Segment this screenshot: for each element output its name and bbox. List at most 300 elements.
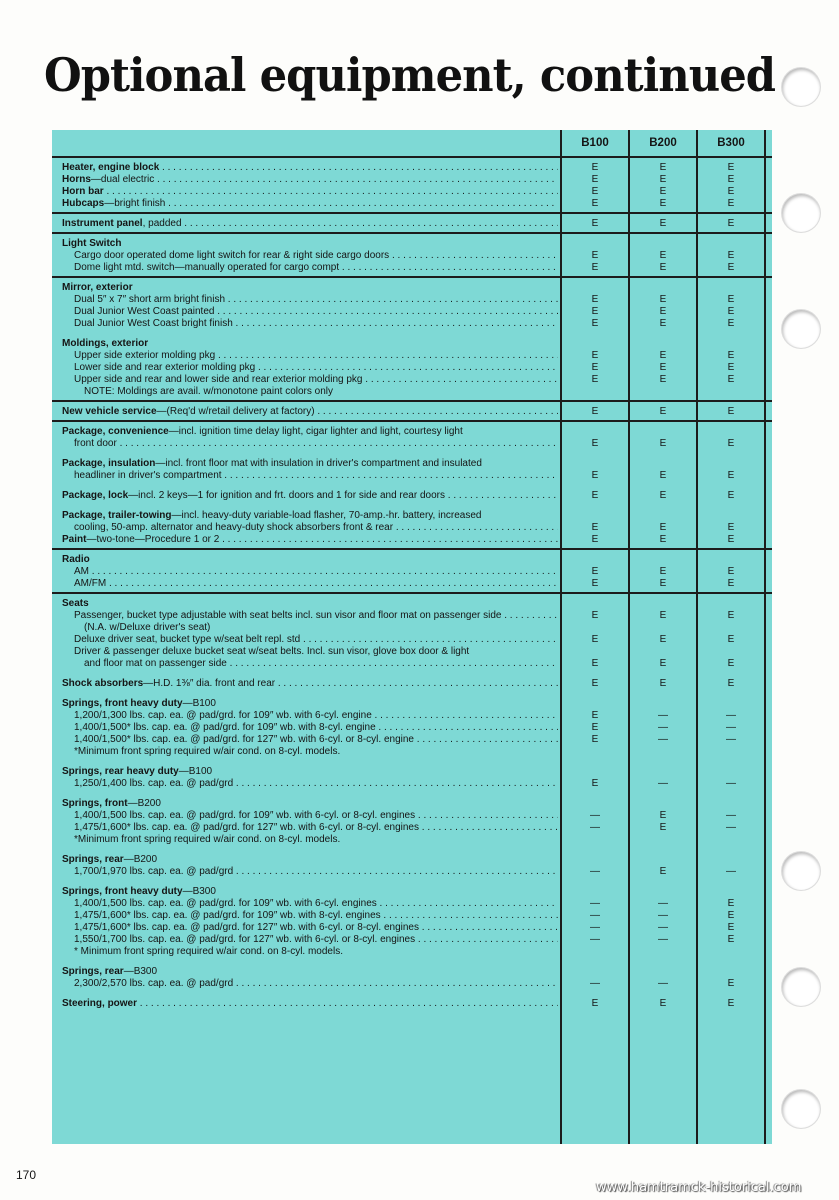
group-divider xyxy=(52,400,772,402)
row-heading: Mirror, exterior xyxy=(62,282,133,293)
availability-cell-b100: — xyxy=(590,922,600,933)
availability-cell-b100: E xyxy=(591,566,599,577)
row-heading: Paint xyxy=(62,534,87,545)
availability-cell-b200: E xyxy=(659,634,667,645)
row-description xyxy=(74,722,558,734)
row-description xyxy=(62,218,558,230)
availability-cell-b200: E xyxy=(659,822,667,833)
row-text: —(Req'd w/retail delivery at factory) xyxy=(156,406,315,417)
availability-cell-b100: — xyxy=(590,810,600,821)
table-row xyxy=(52,338,772,350)
row-description xyxy=(62,698,558,710)
row-description xyxy=(74,778,558,790)
row-description xyxy=(74,898,558,910)
row-heading: Moldings, exterior xyxy=(62,338,149,349)
row-text: 1,475/1,600* lbs. cap. ea. @ pad/grd. for 127″ wb. with 6-cyl. or 8-cyl. engines xyxy=(74,922,419,933)
row-heading: Springs, front heavy duty xyxy=(62,886,183,897)
row-text: —two-tone—Procedure 1 or 2 xyxy=(86,534,220,545)
table-row xyxy=(52,522,772,534)
availability-cell-b100: E xyxy=(591,306,599,317)
table-row xyxy=(52,470,772,482)
availability-cell-b300: — xyxy=(726,734,736,745)
row-text: *Minimum front spring required w/air cond. on 8-cyl. models. xyxy=(74,834,341,845)
row-heading: Radio xyxy=(62,554,90,565)
row-text: —incl. 2 keys—1 for ignition and frt. doors and 1 for side and rear doors xyxy=(128,490,445,501)
row-description xyxy=(74,610,558,622)
table-row xyxy=(52,554,772,566)
table-row xyxy=(52,922,772,934)
binder-hole xyxy=(782,1090,820,1128)
table-row xyxy=(52,634,772,646)
availability-cell-b100: E xyxy=(591,778,599,789)
row-heading: Springs, front xyxy=(62,798,128,809)
availability-cell-b200: E xyxy=(659,294,667,305)
availability-cell-b300: E xyxy=(727,898,735,909)
availability-cell-b300: E xyxy=(727,250,735,261)
table-row xyxy=(52,834,772,846)
row-description xyxy=(74,362,558,374)
row-heading: Heater, engine block xyxy=(62,162,160,173)
table-row xyxy=(52,262,772,274)
availability-cell-b300: — xyxy=(726,866,736,877)
row-heading: Package, trailer-towing xyxy=(62,510,172,521)
availability-cell-b200: E xyxy=(659,658,667,669)
availability-cell-b100: E xyxy=(591,634,599,645)
table-row xyxy=(52,810,772,822)
row-description xyxy=(62,238,558,250)
row-description xyxy=(74,350,558,362)
availability-cell-b300: E xyxy=(727,262,735,273)
availability-cell-b300: E xyxy=(727,998,735,1009)
row-description xyxy=(74,910,558,922)
table-row xyxy=(52,238,772,250)
row-text: Passenger, bucket type adjustable with seat belts incl. sun visor and floor mat on passenger side xyxy=(74,610,502,621)
row-text: —B300 xyxy=(123,966,158,977)
availability-cell-b200: E xyxy=(659,186,667,197)
row-text: —B200 xyxy=(123,854,158,865)
watermark-text: www.hamtramck-historical.com xyxy=(596,1180,802,1195)
table-row xyxy=(52,566,772,578)
row-text: 1,400/1,500* lbs. cap. ea. @ pad/grd. for 109″ wb. with 8-cyl. engine xyxy=(74,722,376,733)
availability-cell-b100: E xyxy=(591,374,599,385)
row-description xyxy=(62,490,558,502)
row-description xyxy=(74,710,558,722)
availability-cell-b300: E xyxy=(727,350,735,361)
availability-cell-b100: E xyxy=(591,186,599,197)
row-description xyxy=(74,374,558,386)
table-row xyxy=(52,598,772,610)
table-row xyxy=(52,966,772,978)
availability-cell-b200: — xyxy=(658,778,668,789)
group-divider xyxy=(52,592,772,594)
availability-cell-b300: E xyxy=(727,978,735,989)
availability-cell-b200: E xyxy=(659,250,667,261)
availability-cell-b300: E xyxy=(727,522,735,533)
availability-cell-b200: — xyxy=(658,722,668,733)
availability-cell-b200: — xyxy=(658,934,668,945)
availability-cell-b300: E xyxy=(727,922,735,933)
row-heading: Springs, rear heavy duty xyxy=(62,766,179,777)
availability-cell-b300: E xyxy=(727,198,735,209)
table-row xyxy=(52,374,772,386)
row-description xyxy=(62,426,558,438)
row-text: Upper side exterior molding pkg xyxy=(74,350,216,361)
column-header-b200: B200 xyxy=(649,137,677,149)
availability-cell-b100: E xyxy=(591,262,599,273)
row-heading: Steering, power xyxy=(62,998,138,1009)
binder-hole xyxy=(782,194,820,232)
row-heading: New vehicle service xyxy=(62,406,157,417)
table-row xyxy=(52,998,772,1010)
availability-cell-b200: E xyxy=(659,810,667,821)
table-row xyxy=(52,186,772,198)
row-description xyxy=(62,186,558,198)
row-description xyxy=(74,262,558,274)
availability-cell-b200: E xyxy=(659,998,667,1009)
row-heading: Seats xyxy=(62,598,89,609)
table-row xyxy=(52,250,772,262)
table-row xyxy=(52,778,772,790)
availability-cell-b200: E xyxy=(659,534,667,545)
availability-cell-b300: E xyxy=(727,934,735,945)
row-description xyxy=(74,522,558,534)
table-row xyxy=(52,854,772,866)
binder-hole xyxy=(782,852,820,890)
row-text: Cargo door operated dome light switch for rear & right side cargo doors xyxy=(74,250,390,261)
availability-cell-b300: E xyxy=(727,534,735,545)
availability-cell-b100: E xyxy=(591,318,599,329)
row-description xyxy=(62,598,558,610)
availability-cell-b200: E xyxy=(659,374,667,385)
table-row xyxy=(52,362,772,374)
row-text: Dual Junior West Coast bright finish xyxy=(74,318,233,329)
availability-cell-b100: E xyxy=(591,250,599,261)
availability-cell-b300: E xyxy=(727,658,735,669)
row-text: * Minimum front spring required w/air cond. on 8-cyl. models. xyxy=(74,946,343,957)
row-description xyxy=(74,306,558,318)
table-row xyxy=(52,798,772,810)
row-text: 1,475/1,600* lbs. cap. ea. @ pad/grd. for 127″ wb. with 6-cyl. or 8-cyl. engines xyxy=(74,822,419,833)
row-text: , padded xyxy=(142,218,182,229)
availability-cell-b200: E xyxy=(659,578,667,589)
availability-cell-b300: — xyxy=(726,810,736,821)
table-row xyxy=(52,386,772,398)
availability-cell-b200: E xyxy=(659,470,667,481)
availability-cell-b300: E xyxy=(727,362,735,373)
table-row xyxy=(52,658,772,670)
row-description xyxy=(74,746,558,758)
row-text: Dual Junior West Coast painted xyxy=(74,306,215,317)
row-description xyxy=(74,978,558,990)
table-row xyxy=(52,710,772,722)
availability-cell-b100: E xyxy=(591,362,599,373)
row-description xyxy=(62,534,558,546)
row-text: 1,475/1,600* lbs. cap. ea. @ pad/grd. for 109″ wb. with 8-cyl. engines xyxy=(74,910,381,921)
table-row xyxy=(52,294,772,306)
table-row xyxy=(52,162,772,174)
binder-hole xyxy=(782,68,820,106)
group-divider xyxy=(52,420,772,422)
availability-cell-b100: E xyxy=(591,722,599,733)
row-description xyxy=(74,438,558,450)
row-heading: Horns xyxy=(62,174,91,185)
availability-cell-b200: E xyxy=(659,610,667,621)
row-text: *Minimum front spring required w/air cond. on 8-cyl. models. xyxy=(74,746,341,757)
row-description xyxy=(74,734,558,746)
row-description xyxy=(74,470,558,482)
row-description xyxy=(74,566,558,578)
availability-cell-b200: E xyxy=(659,406,667,417)
row-text: 1,200/1,300 lbs. cap. ea. @ pad/grd. for 109″ wb. with 6-cyl. engine xyxy=(74,710,372,721)
table-row xyxy=(52,646,772,658)
row-text: Dome light mtd. switch—manually operated for cargo compt xyxy=(74,262,340,273)
availability-cell-b200: — xyxy=(658,922,668,933)
availability-cell-b300: E xyxy=(727,218,735,229)
availability-cell-b100: — xyxy=(590,898,600,909)
row-description xyxy=(74,294,558,306)
availability-cell-b300: — xyxy=(726,722,736,733)
availability-cell-b100: E xyxy=(591,218,599,229)
availability-cell-b100: E xyxy=(591,490,599,501)
availability-cell-b200: — xyxy=(658,734,668,745)
row-heading: Springs, rear xyxy=(62,966,124,977)
table-row xyxy=(52,350,772,362)
row-description xyxy=(62,966,558,978)
row-text: Lower side and rear exterior molding pkg xyxy=(74,362,256,373)
table-row xyxy=(52,910,772,922)
row-description xyxy=(62,458,558,470)
availability-cell-b300: E xyxy=(727,634,735,645)
availability-cell-b200: E xyxy=(659,678,667,689)
table-row xyxy=(52,678,772,690)
row-text: Dual 5″ x 7″ short arm bright finish xyxy=(74,294,226,305)
row-heading: Springs, rear xyxy=(62,854,124,865)
availability-cell-b100: — xyxy=(590,910,600,921)
availability-cell-b100: E xyxy=(591,534,599,545)
row-text: —B100 xyxy=(182,698,216,709)
row-description xyxy=(74,946,558,958)
row-text: Deluxe driver seat, bucket type w/seat belt repl. std xyxy=(74,634,301,645)
table-row xyxy=(52,426,772,438)
row-text: 1,550/1,700 lbs. cap. ea. @ pad/grd. for 127″ wb. with 6-cyl. or 8-cyl. engines xyxy=(74,934,416,945)
row-heading: Shock absorbers xyxy=(62,678,144,689)
table-row xyxy=(52,490,772,502)
availability-cell-b300: E xyxy=(727,470,735,481)
table-row xyxy=(52,866,772,878)
availability-cell-b100: E xyxy=(591,658,599,669)
row-description xyxy=(74,578,558,590)
table-row xyxy=(52,218,772,230)
table-row xyxy=(52,438,772,450)
row-description xyxy=(62,854,558,866)
availability-cell-b100: — xyxy=(590,978,600,989)
availability-cell-b300: E xyxy=(727,490,735,501)
availability-cell-b200: E xyxy=(659,198,667,209)
binder-hole xyxy=(782,310,820,348)
row-description xyxy=(74,822,558,834)
availability-cell-b100: — xyxy=(590,934,600,945)
group-divider xyxy=(52,276,772,278)
row-description xyxy=(74,834,558,846)
table-row xyxy=(52,698,772,710)
row-description xyxy=(74,646,558,658)
availability-cell-b100: E xyxy=(591,198,599,209)
row-heading: Package, insulation xyxy=(62,458,156,469)
row-description xyxy=(62,198,558,210)
row-text: 1,250/1,400 lbs. cap. ea. @ pad/grd xyxy=(74,778,234,789)
table-row xyxy=(52,458,772,470)
row-heading: Package, lock xyxy=(62,490,129,501)
availability-cell-b300: E xyxy=(727,174,735,185)
availability-cell-b200: E xyxy=(659,490,667,501)
row-text: AM/FM xyxy=(74,578,107,589)
row-description xyxy=(62,766,558,778)
availability-cell-b100: E xyxy=(591,470,599,481)
row-description xyxy=(74,810,558,822)
row-text: cooling, 50-amp. alternator and heavy-duty shock absorbers front & rear xyxy=(74,522,394,533)
row-heading: Horn bar xyxy=(62,186,104,197)
availability-cell-b200: E xyxy=(659,362,667,373)
row-description xyxy=(74,250,558,262)
row-description xyxy=(74,318,558,330)
row-description xyxy=(62,798,558,810)
availability-cell-b200: E xyxy=(659,318,667,329)
availability-cell-b200: E xyxy=(659,438,667,449)
availability-cell-b100: E xyxy=(591,438,599,449)
availability-cell-b200: E xyxy=(659,350,667,361)
row-description xyxy=(62,510,558,522)
row-text: —incl. front floor mat with insulation in driver's compartment and insulated xyxy=(155,458,482,469)
availability-cell-b200: E xyxy=(659,566,667,577)
availability-cell-b200: — xyxy=(658,910,668,921)
table-row xyxy=(52,734,772,746)
row-description xyxy=(74,934,558,946)
column-header-b100: B100 xyxy=(581,137,609,149)
row-description xyxy=(84,658,558,670)
availability-cell-b300: E xyxy=(727,910,735,921)
table-row xyxy=(52,934,772,946)
row-heading: Hubcaps xyxy=(62,198,105,209)
availability-cell-b200: E xyxy=(659,522,667,533)
availability-cell-b300: E xyxy=(727,406,735,417)
table-row xyxy=(52,318,772,330)
table-row xyxy=(52,898,772,910)
availability-cell-b100: E xyxy=(591,998,599,1009)
row-heading: Package, convenience xyxy=(62,426,169,437)
row-text: headliner in driver's compartment xyxy=(74,470,222,481)
availability-cell-b200: — xyxy=(658,978,668,989)
availability-cell-b100: E xyxy=(591,710,599,721)
row-text: 1,700/1,970 lbs. cap. ea. @ pad/grd xyxy=(74,866,234,877)
row-description xyxy=(84,386,558,398)
row-description xyxy=(74,922,558,934)
row-description xyxy=(62,554,558,566)
table-row xyxy=(52,886,772,898)
page-title: Optional equipment, continued xyxy=(44,48,776,102)
availability-cell-b100: — xyxy=(590,822,600,833)
row-description xyxy=(62,174,558,186)
row-description xyxy=(84,622,558,634)
availability-cell-b200: — xyxy=(658,898,668,909)
table-row xyxy=(52,978,772,990)
row-heading: Springs, front heavy duty xyxy=(62,698,183,709)
row-text: 1,400/1,500* lbs. cap. ea. @ pad/grd. for 127″ wb. with 6-cyl. or 8-cyl. engine xyxy=(74,734,414,745)
availability-cell-b100: E xyxy=(591,610,599,621)
availability-cell-b200: E xyxy=(659,262,667,273)
availability-cell-b200: E xyxy=(659,218,667,229)
row-description xyxy=(62,282,558,294)
availability-cell-b300: E xyxy=(727,162,735,173)
row-text: (N.A. w/Deluxe driver's seat) xyxy=(84,622,211,633)
group-divider xyxy=(52,232,772,234)
row-description xyxy=(62,998,558,1010)
table-row xyxy=(52,610,772,622)
row-description xyxy=(62,162,558,174)
availability-cell-b200: E xyxy=(659,866,667,877)
row-heading: Instrument panel xyxy=(62,218,143,229)
table-row xyxy=(52,822,772,834)
availability-cell-b200: — xyxy=(658,710,668,721)
availability-cell-b300: E xyxy=(727,578,735,589)
row-description xyxy=(62,338,558,350)
row-description xyxy=(62,886,558,898)
table-row xyxy=(52,622,772,634)
availability-cell-b300: E xyxy=(727,294,735,305)
row-text: —incl. heavy-duty variable-load flasher, 70-amp.-hr. battery, increased xyxy=(171,510,482,521)
availability-cell-b300: — xyxy=(726,710,736,721)
availability-cell-b300: E xyxy=(727,610,735,621)
row-text: —B300 xyxy=(182,886,216,897)
availability-cell-b300: E xyxy=(727,678,735,689)
availability-cell-b300: E xyxy=(727,566,735,577)
binder-hole xyxy=(782,968,820,1006)
table-row xyxy=(52,306,772,318)
availability-cell-b100: E xyxy=(591,350,599,361)
availability-cell-b200: E xyxy=(659,306,667,317)
row-text: Driver & passenger deluxe bucket seat w/seat belts. Incl. sun visor, glove box door & light xyxy=(74,646,470,657)
row-text: —incl. ignition time delay light, cigar lighter and light, courtesy light xyxy=(168,426,463,437)
row-text: —B100 xyxy=(178,766,213,777)
availability-cell-b100: E xyxy=(591,522,599,533)
row-text: —dual electric xyxy=(90,174,155,185)
availability-cell-b100: E xyxy=(591,678,599,689)
table-row xyxy=(52,174,772,186)
column-header-b300: B300 xyxy=(717,137,745,149)
row-text: —bright finish xyxy=(104,198,166,209)
page-number: 170 xyxy=(16,1168,37,1182)
row-heading: Light Switch xyxy=(62,238,122,249)
row-description xyxy=(74,866,558,878)
row-text: —H.D. 1⅜″ dia. front and rear xyxy=(143,678,276,689)
row-description xyxy=(62,406,558,418)
table-row xyxy=(52,282,772,294)
row-text: front door xyxy=(74,438,117,449)
table-row xyxy=(52,766,772,778)
group-divider xyxy=(52,156,772,158)
row-text: and floor mat on passenger side xyxy=(84,658,227,669)
availability-cell-b100: E xyxy=(591,734,599,745)
availability-cell-b300: E xyxy=(727,374,735,385)
availability-cell-b100: E xyxy=(591,162,599,173)
availability-cell-b300: — xyxy=(726,778,736,789)
availability-cell-b200: E xyxy=(659,174,667,185)
availability-cell-b100: E xyxy=(591,578,599,589)
options-table xyxy=(52,130,772,1144)
row-text: 2,300/2,570 lbs. cap. ea. @ pad/grd xyxy=(74,978,234,989)
availability-cell-b300: E xyxy=(727,306,735,317)
row-description xyxy=(62,678,558,690)
table-row xyxy=(52,578,772,590)
